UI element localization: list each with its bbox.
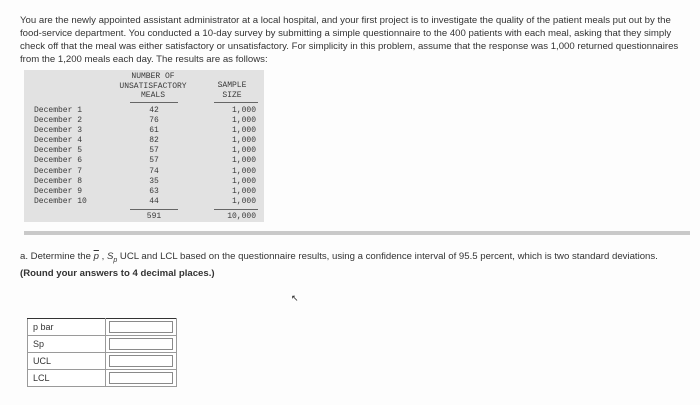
size-cell: 1,000	[231, 146, 256, 156]
date-cell: December 6	[34, 156, 83, 166]
meals-cell: 61	[149, 126, 159, 136]
date-cell: December 10	[34, 196, 87, 206]
mouse-cursor-icon: ↖	[291, 293, 299, 303]
answer-label: Sp	[28, 336, 106, 353]
size-cell: 1,000	[231, 126, 256, 136]
date-cell: December 3	[34, 126, 83, 136]
meals-header-underline	[130, 102, 178, 103]
size-cell: 1,000	[231, 106, 256, 115]
p-bar-input-cell[interactable]	[106, 319, 177, 336]
answer-label: UCL	[28, 353, 106, 370]
date-column	[34, 106, 87, 207]
meals-cell: 44	[149, 196, 159, 206]
date-cell: December 1	[34, 106, 83, 115]
sp-symbol-subscript: p	[113, 256, 118, 264]
header-unsatisfactory-meals	[112, 72, 194, 101]
ucl-input[interactable]	[109, 355, 173, 367]
meals-cell: 76	[149, 116, 159, 126]
date-cell: December 2	[34, 116, 83, 126]
p-bar-input[interactable]	[109, 321, 173, 333]
header-meals-line1: NUMBER OF	[131, 72, 175, 81]
symbol-separator: ,	[98, 251, 107, 262]
sp-symbol	[107, 251, 117, 262]
answer-row-lcl	[28, 370, 177, 387]
header-size-line2: SIZE	[222, 90, 242, 100]
date-cell: December 4	[34, 136, 83, 146]
size-cell: 1,000	[231, 116, 256, 126]
size-header-underline	[214, 102, 258, 103]
meals-cell: 82	[149, 136, 159, 146]
meals-cell: 35	[149, 176, 159, 186]
header-sample-size	[208, 81, 256, 100]
answer-label: p bar	[28, 319, 106, 336]
meals-cell: 63	[149, 186, 159, 196]
size-cell: 1,000	[231, 156, 256, 166]
date-cell: December 5	[34, 146, 83, 156]
total-meals: 591	[146, 212, 162, 221]
meals-total-rule	[130, 209, 178, 210]
p-bar-symbol: $\overline{p}$	[93, 251, 99, 262]
sp-input-cell[interactable]	[106, 336, 177, 353]
header-meals-line2: UNSATISFACTORY	[119, 81, 187, 91]
meals-column	[134, 106, 174, 207]
sp-input[interactable]	[109, 338, 173, 350]
ucl-input-cell[interactable]	[106, 353, 177, 370]
header-size-line1: SAMPLE	[217, 81, 247, 90]
rounding-instruction: (Round your answers to 4 decimal places.)	[20, 267, 215, 279]
question-text-start: a. Determine the	[20, 251, 94, 262]
size-cell: 1,000	[231, 186, 256, 196]
header-meals-line3: MEALS	[140, 91, 165, 100]
date-cell: December 7	[34, 166, 83, 176]
lcl-input[interactable]	[109, 372, 173, 384]
lcl-input-cell[interactable]	[106, 370, 177, 387]
answer-table	[27, 318, 177, 387]
answer-label: LCL	[28, 370, 106, 387]
meals-cell: 57	[149, 146, 159, 156]
size-cell: 1,000	[231, 166, 256, 176]
answer-row-sp	[28, 336, 177, 353]
question-text-rest: UCL and LCL based on the questionnaire results, using a confidence interval of 95.5 percent, which is two standard deviations.	[117, 251, 658, 262]
meals-cell: 57	[149, 156, 159, 166]
meals-cell: 42	[149, 106, 159, 115]
date-cell: December 9	[34, 186, 83, 196]
section-divider	[24, 231, 690, 235]
question-part-a	[20, 250, 685, 280]
meals-cell: 74	[149, 166, 159, 176]
size-cell: 1,000	[231, 136, 256, 146]
total-sample-size: 10,000	[227, 212, 256, 221]
size-cell: 1,000	[231, 176, 256, 186]
date-cell: December 8	[34, 176, 83, 186]
size-total-rule	[214, 209, 258, 210]
answer-row-ucl	[28, 353, 177, 370]
answer-row-p-bar	[28, 319, 177, 336]
size-cell: 1,000	[231, 196, 256, 206]
survey-data-table	[24, 70, 264, 222]
size-column	[214, 106, 256, 207]
sp-symbol-letter: S	[106, 251, 114, 262]
problem-intro: You are the newly appointed assistant administrator at a local hospital, and your first project is to investigate the quality of the patient meals put out by the food-service department. You conducted a 10-day survey by submitting a simple questionnaire to the 400 patients with each meal, asking that they simply check off that the meal was either satisfactory or unsatisfactory. For simplicity in this problem, assume that the response was 1,000 returned questionnaires from the 1,200 meals each day. The results are as follows:	[20, 15, 679, 65]
